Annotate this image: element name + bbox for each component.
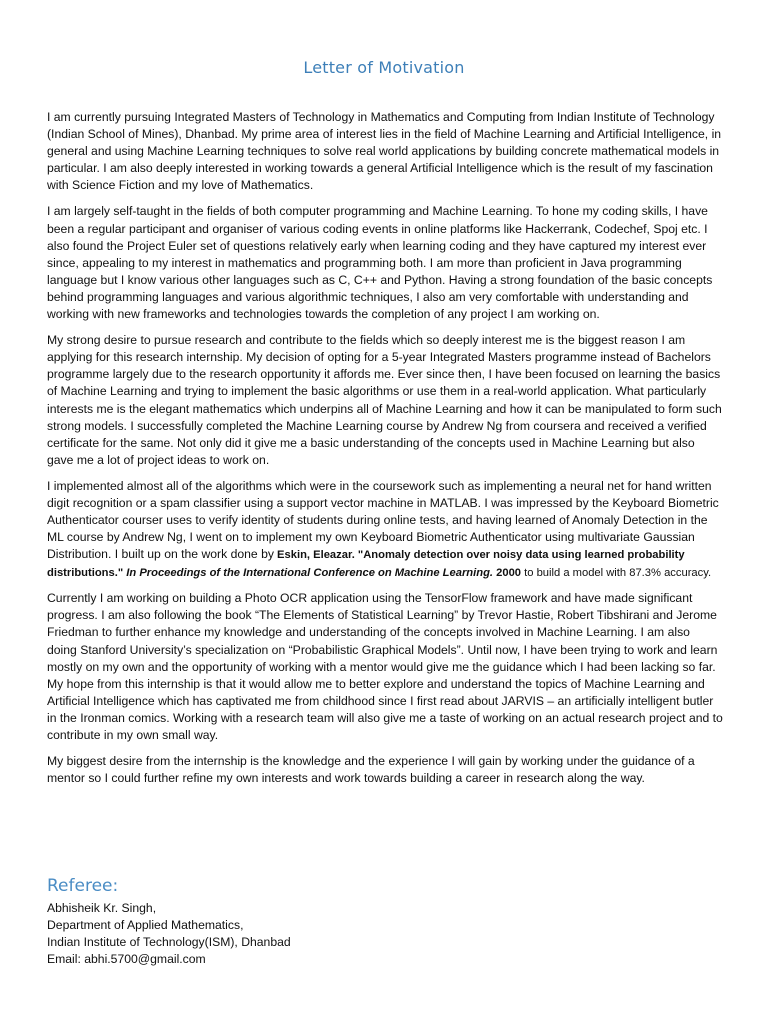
reference-venue: In Proceedings of the International Conference on Machine Learning.: [126, 566, 494, 579]
referee-details: [47, 900, 291, 968]
letter-body: [47, 109, 723, 796]
referee-email: Email: abhi.5700@gmail.com: [47, 952, 206, 966]
paragraph-1: I am currently pursuing Integrated Masters of Technology in Mathematics and Computing from Indian Institute of Technology (Indian School of Mines), Dhanbad. My prime area of interest lies in the field of Machine Learning and Artificial Intelligence, in general and using Machine Learning techniques to solve real world applications by building concrete mathematical models in particular. I am also deeply interested in working towards a general Artificial Intelligence which is the result of my fascination with Science Fiction and my love of Mathematics.: [47, 110, 722, 193]
reference-year: 2000: [493, 566, 522, 579]
referee-department: Department of Applied Mathematics,: [47, 918, 244, 932]
paragraph-2: I am largely self-taught in the fields of both computer programming and Machine Learning. To hone my coding skills, I have been a regular participant and organiser of various coding events in online platforms like Hackerrank, Codechef, Spoj etc. I also found the Project Euler set of questions relatively early when learning coding and they have captured my interest ever since, appealing to my interest in mathematics and programming both. I am more than proficient in Java programming language but I know various other languages such as C, C++ and Python. Having a strong foundation of the basic concepts behind programming languages and various algorithmic techniques, I also am very comfortable with understanding and working with new frameworks and technologies towards the completion of any project I am working on.: [47, 204, 713, 322]
reference-authors: Eskin, Eleazar. "Anomaly detection over noisy data using learned probability distributions.": [47, 549, 685, 579]
paragraph-5: Currently I am working on building a Photo OCR application using the TensorFlow framework and have made significant progress. I am also following the book “The Elements of Statistical Learning” by Trevor Hastie, Robert Tibshirani and Jerome Friedman to further enhance my knowledge and understanding of the concepts involved in Machine Learning. I am also doing Stanford University’s specialization on “Probabilistic Graphical Models”. Until now, I have been trying to work and learn mostly on my own and the opportunity of working with a mentor would give me the guidance which I had been lacking so far. My hope from this internship is that it would allow me to better explore and understand the topics of Machine Learning and Artificial Intelligence which has captivated me from childhood since I first read about JARVIS – an artificially intelligent butler in the Ironman comics. Working with a research team will also give me a taste of working on an actual research project and to contribute in my own small way.: [47, 591, 723, 742]
paragraph-4: [47, 478, 723, 581]
referee-heading: Referee:: [47, 876, 119, 896]
referee-name: Abhisheik Kr. Singh,: [47, 901, 157, 915]
paragraph-3: My strong desire to pursue research and contribute to the fields which so deeply interest me is the biggest reason I am applying for this research internship. My decision of opting for a 5-year Integrated Masters programme instead of Bachelors programme largely due to the research opportunity it affords me. Ever since then, I have been focused on learning the basics of Machine Learning and trying to implement the basic algorithms or use them in a real-world application. What particularly interests me is the elegant mathematics which underpins all of Machine Learning and how it can be manipulated to form such strong models. I successfully completed the Machine Learning course by Andrew Ng from coursera and received a verified certificate for the same. Not only did it give me a basic understanding of the concepts used in Machine Learning but also gave me a lot of project ideas to work on.: [47, 333, 722, 467]
paragraph-6: My biggest desire from the internship is the knowledge and the experience I will gain by working under the guidance of a mentor so I could further refine my own interests and work towards building a career in research along the way.: [47, 754, 695, 786]
reference-tail: to build a model with 87.3% accuracy.: [521, 566, 712, 579]
referee-institute: Indian Institute of Technology(ISM), Dhanbad: [47, 935, 291, 949]
document-title: Letter of Motivation: [303, 58, 465, 77]
paragraph-4-text: I implemented almost all of the algorithms which were in the coursework such as implementing a neural net for hand written digit recognition or a spam classifier using a support vector machine in MATLAB. I was impressed by the Keyboard Biometric Authenticator courser uses to verify identity of students during online tests, and having learned of Anomaly Detection in the ML course by Andrew Ng, I went on to implement my own Keyboard Biometric Authenticator using multivariate Gaussian Distribution. I built up on the work done by: [47, 478, 719, 562]
